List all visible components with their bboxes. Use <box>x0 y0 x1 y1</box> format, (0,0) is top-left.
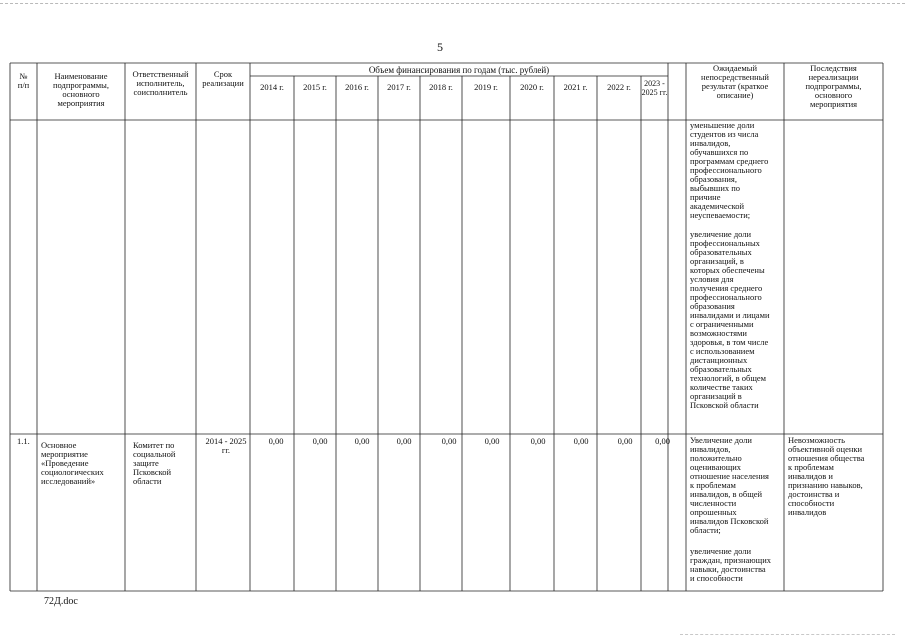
row-number: 1.1. <box>17 436 30 446</box>
header-year: 2014 г. <box>260 82 284 92</box>
header-year: 2023 - 2025 гг. <box>641 79 668 97</box>
header-year: 2018 г. <box>429 82 453 92</box>
header-responsible: Ответственный исполнитель, соисполнитель <box>132 69 189 97</box>
header-year: 2015 г. <box>303 82 327 92</box>
header-year: 2019 г. <box>474 82 498 92</box>
row-expected-p1: Увеличение доли инвалидов, положительно оценивающих отношение населения к проблемам инвалидов, в общей численности опрошенных инвалидов Псковской области; <box>690 435 769 535</box>
row-value: 0,00 <box>354 436 370 446</box>
continuation-expected-p2: увеличение доли профессиональных образовательных организаций, в которых обеспечены условия для получения среднего профессионального образования инвалидами и лицами с ограниченными возможностями здоровья, в том числе с использованием дистанционных образовательных технологий, в общем количестве таких организаций в Псковской области <box>690 229 770 410</box>
header-year: 2016 г. <box>345 82 369 92</box>
continuation-expected-p1: уменьшение доли студентов из числа инвалидов, обучавшихся по программам среднего профессионального образования, выбывших по причине академической неуспеваемости; <box>690 120 769 220</box>
row-value: 0,00 <box>655 436 670 446</box>
row-name: Основное мероприятие «Проведение социологических исследований» <box>41 440 104 486</box>
header-name: Наименование подпрограммы, основного мероприятия <box>52 71 110 108</box>
row-value: 0,00 <box>573 436 589 446</box>
header-year: 2021 г. <box>563 82 588 92</box>
row-responsible: Комитет по социальной защите Псковской области <box>133 440 176 486</box>
header-year: 2017 г. <box>387 82 411 92</box>
header-term: Срок реализации <box>202 69 244 88</box>
row-value: 0,00 <box>312 436 328 446</box>
header-num: № п/п <box>17 71 30 90</box>
header-expected: Ожидаемый непосредственный результат (краткое описание) <box>701 63 769 100</box>
row-value: 0,00 <box>484 436 500 446</box>
row-consequences: Невозможность объективной оценки отношения общества к проблемам инвалидов и признанию навыков, достоинства и способности инвалидов <box>788 435 865 517</box>
row-value: 0,00 <box>441 436 457 446</box>
header-funding-group: Объем финансирования по годам (тыс. рублей) <box>368 65 550 75</box>
row-value: 0,00 <box>617 436 633 446</box>
header-consequences: Последствия нереализации подпрограммы, основного мероприятия <box>805 63 862 109</box>
row-term: 2014 - 2025 гг. <box>205 436 247 455</box>
row-value: 0,00 <box>396 436 412 446</box>
row-expected-p2: увеличение доли граждан, признающих навыки, достоинства и способности <box>690 546 771 583</box>
page-number: 5 <box>437 40 443 54</box>
header-year: 2022 г. <box>607 82 631 92</box>
row-value: 0,00 <box>268 436 284 446</box>
header-year: 2020 г. <box>520 82 544 92</box>
footer-filename: 72Д.doc <box>44 596 78 607</box>
row-value: 0,00 <box>530 436 546 446</box>
